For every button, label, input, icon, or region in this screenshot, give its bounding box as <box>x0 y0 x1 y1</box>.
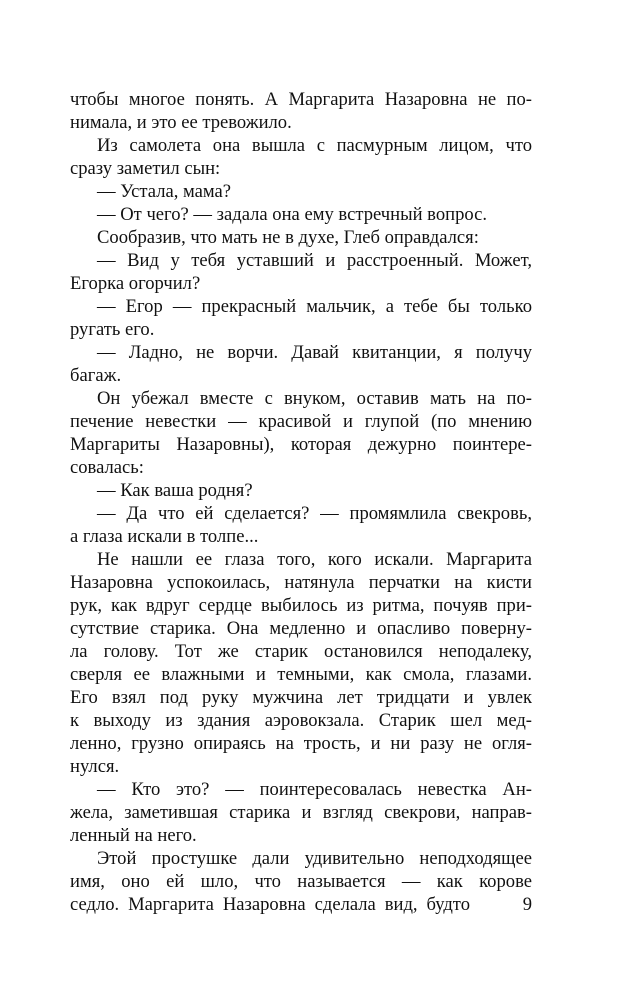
text-line: Этой простушке дали удивительно неподходящее <box>97 848 532 869</box>
text-line: сверля ее влажными и темными, как смола, глазами. <box>70 664 532 685</box>
text-line: ленно, грузно опираясь на трость, и ни разу не огля- <box>70 733 532 754</box>
text-line: Егорка огорчил? <box>70 273 201 294</box>
text-line: — От чего? — задала она ему встречный вопрос. <box>97 204 488 225</box>
text-line: совалась: <box>70 457 144 478</box>
text-lines <box>70 88 532 893</box>
text-line: ругать его. <box>70 319 155 340</box>
text-line: Сообразив, что мать не в духе, Глеб оправдался: <box>97 227 479 248</box>
text-line: чтобы многое понять. А Маргарита Назаровна не по- <box>70 89 532 110</box>
text-line: Он убежал вместе с внуком, оставив мать на по- <box>97 388 532 409</box>
text-line: — Как ваша родня? <box>97 480 253 501</box>
text-line: Назаровна успокоилась, натянула перчатки на кисти <box>70 572 532 593</box>
text-line: печение невестки — красивой и глупой (по мнению <box>70 411 532 432</box>
text-line: Маргариты Назаровны), которая дежурно поинтере- <box>70 434 532 455</box>
text-line: сразу заметил сын: <box>70 158 221 179</box>
text-line: сутствие старика. Она медленно и опасливо поверну- <box>70 618 532 639</box>
text-line: Из самолета она вышла с пасмурным лицом, что <box>97 135 532 156</box>
text-line: нимала, и это ее тревожило. <box>70 112 292 133</box>
text-line: а глаза искали в толпе... <box>70 526 259 547</box>
text-line-final: седло. Маргарита Назаровна сделала вид, будто <box>70 894 470 915</box>
text-line: ла голову. Тот же старик остановился неподалеку, <box>70 641 532 662</box>
page-number: 9 <box>522 894 532 915</box>
text-line: — Вид у тебя уставший и расстроенный. Может, <box>97 250 532 271</box>
text-line: к выходу из здания аэровокзала. Старик шел мед- <box>70 710 532 731</box>
text-line: ленный на него. <box>70 825 197 846</box>
page-body <box>70 88 532 916</box>
text-line: Его взял под руку мужчина лет тридцати и увлек <box>70 687 532 708</box>
text-line: жела, заметившая старика и взгляд свекрови, направ- <box>70 802 532 823</box>
text-line: рук, как вдруг сердце выбилось из ритма, почуяв при- <box>70 595 532 616</box>
text-line: — Егор — прекрасный мальчик, а тебе бы только <box>97 296 532 317</box>
last-row <box>70 893 532 916</box>
text-line: нулся. <box>70 756 120 777</box>
text-line: — Кто это? — поинтересовалась невестка Ан- <box>97 779 532 800</box>
text-line: — Ладно, не ворчи. Давай квитанции, я получу <box>97 342 532 363</box>
text-line: — Устала, мама? <box>97 181 232 202</box>
text-line: имя, оно ей шло, что называется — как корове <box>70 871 532 892</box>
text-line: Не нашли ее глаза того, кого искали. Маргарита <box>97 549 532 570</box>
text-line: — Да что ей сделается? — промямлила свекровь, <box>97 503 532 524</box>
text-line: багаж. <box>70 365 122 386</box>
